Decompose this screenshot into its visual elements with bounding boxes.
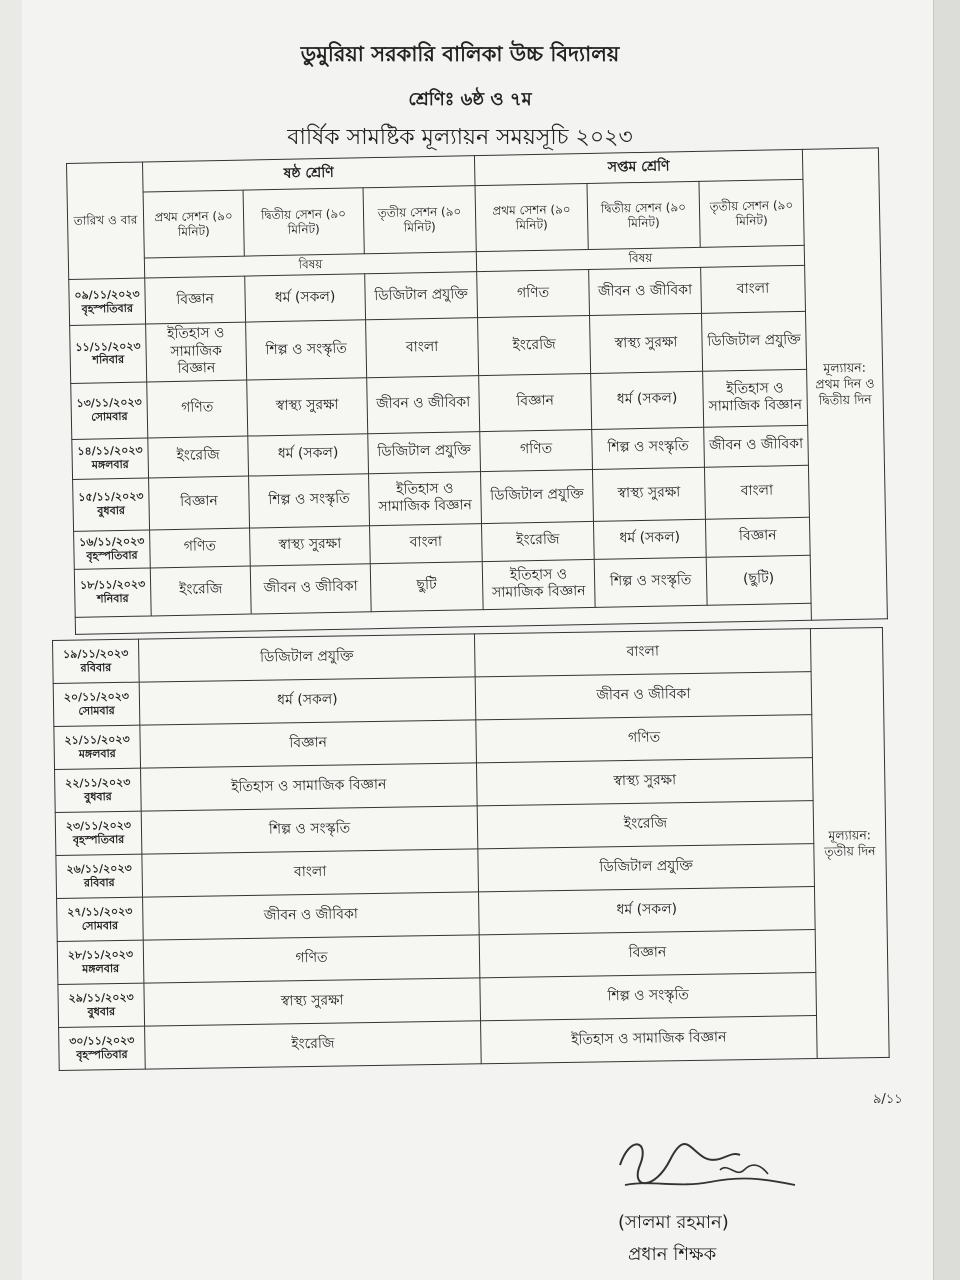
date-text: ২২/১১/২০২৩ [65,776,131,791]
schedule-table-part2 [52,627,890,1071]
date-text: ২১/১১/২০২৩ [64,733,130,748]
subject-cell: ছুটি [370,561,483,611]
date-cell [74,567,151,616]
subject-cell: শিল্প ও সংস্কৃতি [246,320,367,380]
subject-cell: স্বাস্থ্য সুরক্ষা [247,377,368,435]
date-cell [59,1026,146,1070]
subject-cell: ইংরেজি [148,436,249,478]
date-cell [71,381,148,438]
date-cell [74,529,151,568]
class6-subject-cell: বিজ্ঞান [140,720,477,768]
day-text: বুধবার [87,1005,116,1019]
day-text: বৃহস্পতিবার [86,548,138,563]
date-text: ১১/১১/২০২৩ [75,339,141,354]
date-cell [57,940,144,984]
subject-cell: জীবন ও জীবিকা [589,267,702,315]
date-cell [54,725,141,769]
class6-subject-cell: বাংলা [142,849,479,897]
date-text: ১৬/১১/২০২৩ [79,534,145,550]
date-text: ২০/১১/২০২৩ [63,690,130,705]
class7-subject-cell: গণিত [476,715,813,763]
day-text: বুধবার [97,503,126,518]
signer-title: প্রধান শিক্ষক [628,1244,717,1265]
date-text: ২৮/১১/২০২৩ [67,948,134,963]
day-text: বৃহস্পতিবার [76,1047,128,1062]
subject-cell: স্বাস্থ্য সুরক্ষা [250,525,371,565]
date-text: ১৯/১১/২০২৩ [63,647,129,662]
subject-cell: শিল্প ও সংস্কৃতি [249,473,370,527]
day-text: মঙ্গলবার [91,457,129,472]
date-text: ২৬/১১/২০২৩ [66,862,132,877]
date-cell [53,682,140,726]
day-text: সোমবার [91,409,128,424]
day-text: বুধবার [84,790,112,804]
date-cell [58,983,145,1027]
subject-cell: বাংলা [370,523,483,563]
date-cell [55,768,142,812]
class7-subject-cell: ডিজিটাল প্রযুক্তি [478,844,815,892]
subject-cell: বিজ্ঞান [145,276,246,324]
class6-subject-cell: গণিত [143,935,480,983]
schedule-table-part1 [66,147,888,634]
session-header: প্রথম সেশন (৯০ মিনিট) [475,184,588,252]
class7-subject-cell: শিল্প ও সংস্কৃতি [480,973,817,1021]
subject-cell: ডিজিটাল প্রযুক্তি [368,431,481,473]
subject-cell: স্বাস্থ্য সুরক্ষা [590,313,703,373]
subject-cell: জীবন ও জীবিকা [250,563,371,613]
date-cell [56,854,143,898]
session-header: তৃতীয় সেশন (৯০ মিনিট) [699,179,804,247]
date-header: তারিখ ও বার [67,162,145,279]
session-header: দ্বিতীয় সেশন (৯০ মিনিট) [587,181,700,249]
date-cell [55,811,142,855]
date-cell [57,897,144,941]
date-text: ১৩/১১/২০২৩ [76,395,142,411]
document-title: বার্ষিক সামষ্টিক মূল্যায়ন সময়সূচি ২০২৩ [287,125,633,150]
subject-cell: বাংলা [366,318,479,378]
school-name: ডুমুরিয়া সরকারি বালিকা উচ্চ বিদ্যালয় [300,42,620,66]
class7-subject-cell: ইংরেজি [477,801,814,849]
subject-label: বিষয় [476,245,804,271]
class7-subject-cell: স্বাস্থ্য সুরক্ষা [476,758,813,806]
class7-header: সপ্তম শ্রেণি [474,149,803,185]
subject-cell: বাংলা [701,265,806,313]
subject-cell: ইতিহাস ও সামাজিক বিজ্ঞান [369,471,482,525]
subject-cell: ইতিহাস ও সামাজিক বিজ্ঞান [146,322,247,381]
class6-subject-cell: জীবন ও জীবিকা [143,892,480,940]
subject-cell: গণিত [147,380,248,438]
date-text: ০৯/১১/২০২৩ [74,287,140,302]
date-text: ১৫/১১/২০২৩ [78,489,144,505]
class7-subject-cell: ধর্ম (সকল) [479,887,816,935]
subject-cell: (ছুটি) [706,555,811,605]
subject-cell: গণিত [477,269,590,317]
subject-cell: ইতিহাস ও সামাজিক বিজ্ঞান [703,369,808,427]
subject-cell: বিজ্ঞান [149,476,250,530]
day-text: শনিবার [92,353,125,367]
date-cell [53,639,140,683]
subject-cell: জীবন ও জীবিকা [704,425,809,467]
day-text: রবিবার [83,876,115,890]
class6-subject-cell: ইতিহাস ও সামাজিক বিজ্ঞান [141,763,478,811]
date-cell [69,278,146,325]
subject-cell: ডিজিটাল প্রযুক্তি [365,272,478,320]
subject-cell: ধর্ম (সকল) [593,519,706,559]
date-text: ৩০/১১/২০২৩ [69,1034,135,1049]
evaluation-note: মূল্যায়ন: প্রথম দিন ও দ্বিতীয় দিন [802,148,887,620]
date-text: ২৩/১১/২০২৩ [65,819,132,834]
subject-label: বিষয় [144,252,476,278]
class6-subject-cell: শিল্প ও সংস্কৃতি [141,806,478,854]
subject-cell: ইংরেজি [150,566,251,616]
subject-cell: শিল্প ও সংস্কৃতি [592,427,705,469]
subject-cell: বিজ্ঞান [479,373,592,431]
evaluation-note: মূল্যায়ন: তৃতীয় দিন [810,627,889,1058]
subject-cell: ধর্ম (সকল) [591,371,704,429]
subject-cell: ডিজিটাল প্রযুক্তি [480,469,593,523]
day-text: সোমবার [78,704,115,718]
session-header: প্রথম সেশন (৯০ মিনিট) [143,190,244,258]
class6-subject-cell: ধর্ম (সকল) [139,677,476,725]
session-header: দ্বিতীয় সেশন (৯০ মিনিট) [243,188,364,256]
date-cell [70,324,147,383]
day-text: বৃহস্পতিবার [81,301,134,316]
subject-cell: ডিজিটাল প্রযুক্তি [702,311,807,370]
subject-cell: ইংরেজি [478,315,591,375]
day-text: শনিবার [96,591,129,606]
class7-subject-cell: জীবন ও জীবিকা [475,672,812,720]
date-cell [72,437,149,478]
subject-cell: স্বাস্থ্য সুরক্ষা [592,467,705,521]
class6-header: ষষ্ঠ শ্রেণি [142,156,475,192]
date-text: ১৮/১১/২০২৩ [79,577,146,593]
session-header: তৃতীয় সেশন (৯০ মিনিট) [363,186,476,254]
subject-cell: গণিত [480,429,593,471]
subject-cell: শিল্প ও সংস্কৃতি [594,557,707,607]
paper-edge [933,0,960,1280]
class6-subject-cell: ইংরেজি [145,1021,482,1069]
subject-cell: বিজ্ঞান [705,517,810,557]
subject-cell: ইংরেজি [481,521,594,561]
day-text: সোমবার [81,918,119,933]
day-text: রবিবার [80,661,112,675]
date-cell [73,477,150,530]
date-text: ২৯/১১/২০২৩ [68,991,134,1006]
subject-cell: গণিত [150,528,251,568]
page-number: ৯/১১ [873,1092,903,1107]
class-line: শ্রেণিঃ ৬ষ্ঠ ও ৭ম [408,89,532,110]
day-text: মঙ্গলবার [78,747,116,761]
class7-subject-cell: বাংলা [474,629,811,677]
day-text: মঙ্গলবার [82,961,120,976]
subject-cell: ধর্ম (সকল) [245,274,366,322]
subject-cell: ইতিহাস ও সামাজিক বিজ্ঞান [482,559,595,609]
class7-subject-cell: ইতিহাস ও সামাজিক বিজ্ঞান [481,1016,818,1064]
class6-subject-cell: ডিজিটাল প্রযুক্তি [138,634,475,682]
signer-name: (সালমা রহমান) [618,1212,729,1233]
subject-cell: বাংলা [704,465,809,519]
class6-subject-cell: স্বাস্থ্য সুরক্ষা [144,978,481,1026]
subject-cell: ধর্ম (সকল) [248,433,369,475]
date-text: ১৪/১১/২০২৩ [77,443,143,459]
date-text: ২৭/১১/২০২৩ [67,905,133,920]
day-text: বৃহস্পতিবার [72,832,125,847]
class7-subject-cell: বিজ্ঞান [479,930,816,978]
signature-mark [610,1130,810,1200]
subject-cell: জীবন ও জীবিকা [367,375,480,433]
